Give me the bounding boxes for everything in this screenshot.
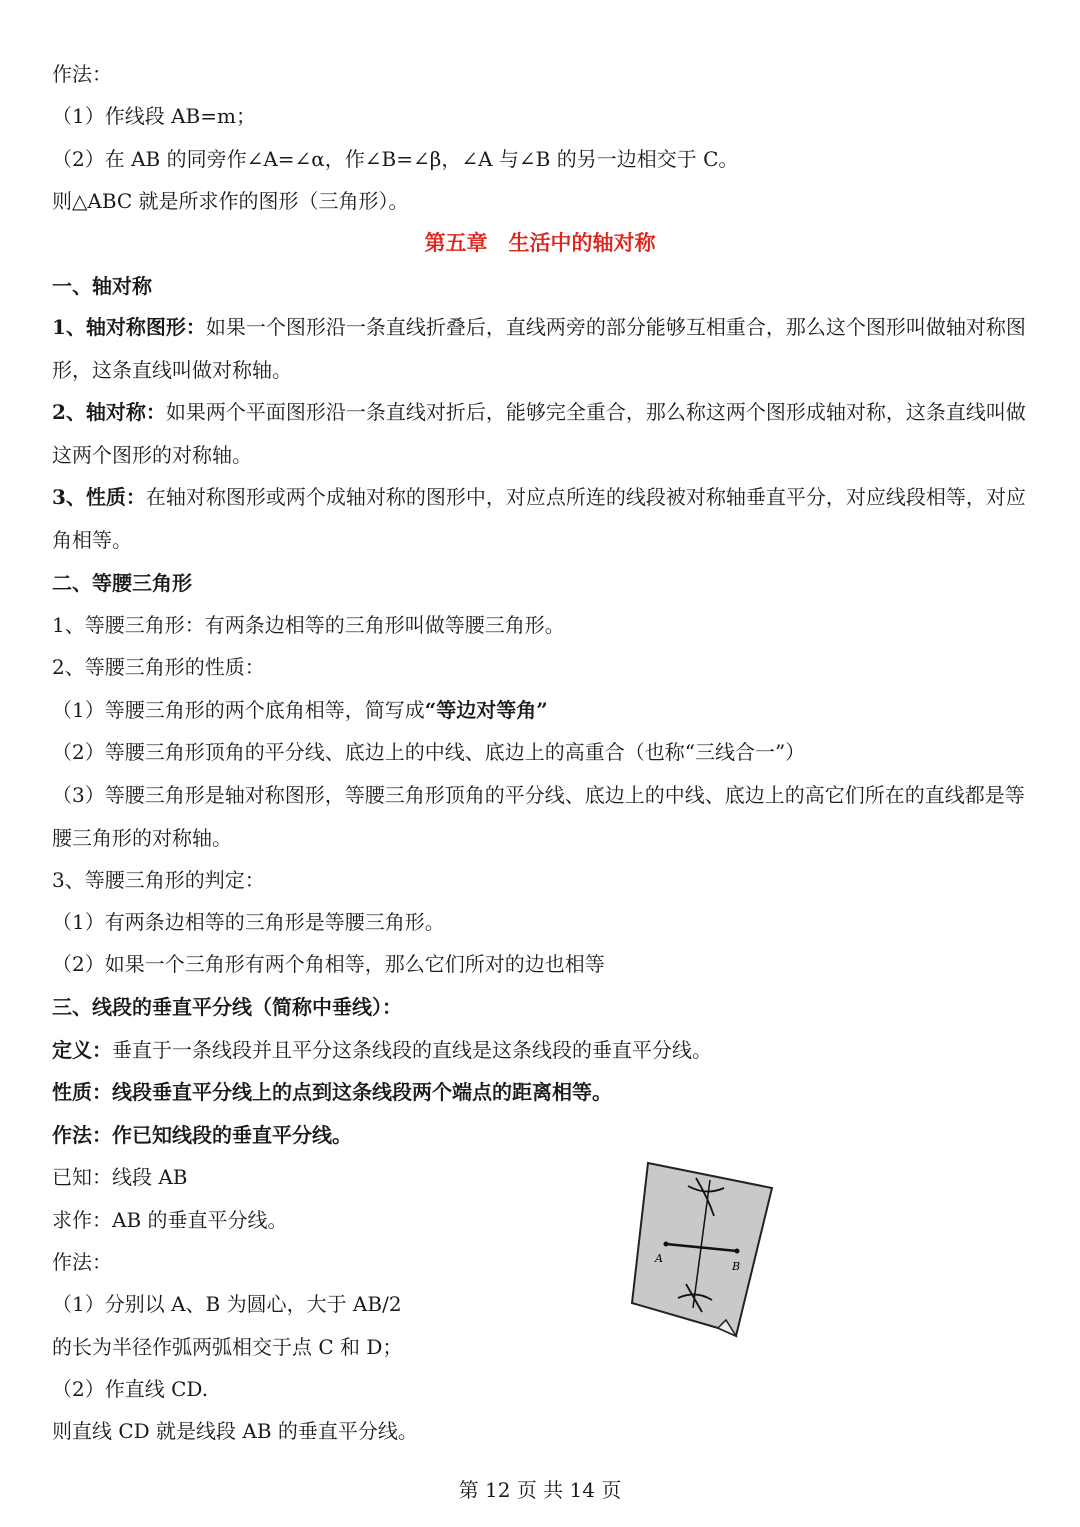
term-label: 3、性质： [52,485,146,509]
term-text: 垂直于一条线段并且平分这条线段的直线是这条线段的垂直平分线。 [112,1038,712,1062]
step-2: （2）在 AB 的同旁作∠A=∠α，作∠B=∠β，∠A 与∠B 的另一边相交于 C。 [52,147,739,171]
property: 性质：线段垂直平分线上的点到这条线段两个端点的距离相等。 [52,1080,612,1104]
term-label: 1、轴对称图形： [52,315,206,339]
section-heading-2: 二、等腰三角形 [52,571,192,595]
list-item: 3、等腰三角形的判定： [52,868,265,892]
term-text: 如果一个图形沿一条直线折叠后，直线两旁的部分能够互相重合，那么这个图形叫做轴对称图形，这条直线叫做对称轴。 [52,315,1026,382]
step-1: （1）作线段 AB=m； [52,104,256,128]
folded-paper-figure [626,1158,776,1338]
method-label: 作法： [52,62,112,86]
term-text: 如果两个平面图形沿一条直线对折后，能够完全重合，那么称这两个图形成轴对称，这条直线叫做这两个图形的对称轴。 [52,400,1026,467]
conclusion: 则△ABC 就是所求作的图形（三角形）。 [52,189,409,213]
term-label: 定义： [52,1038,112,1062]
method-title: 作法：作已知线段的垂直平分线。 [52,1123,352,1147]
step-2: （2）作直线 CD. [52,1377,209,1401]
step-1a: （1）分别以 A、B 为圆心，大于 AB/2 [52,1292,402,1316]
list-item: （2）如果一个三角形有两个角相等，那么它们所对的边也相等 [52,952,605,976]
conclusion: 则直线 CD 就是线段 AB 的垂直平分线。 [52,1419,418,1443]
list-item [52,696,548,724]
find: 求作：AB 的垂直平分线。 [52,1208,288,1232]
definition [52,1036,712,1064]
label-a: A [655,1252,663,1265]
item-emphasis: “等边对等角” [424,698,548,722]
paragraph-property [52,476,1032,562]
list-item: （2）等腰三角形顶角的平分线、底边上的中线、底边上的高重合（也称“三线合一”） [52,740,806,764]
term-text: 在轴对称图形或两个成轴对称的图形中，对应点所连的线段被对称轴垂直平分，对应线段相等，对应角相等。 [52,485,1026,552]
method-label: 作法： [52,1250,112,1274]
step-1b: 的长为半径作弧两弧相交于点 C 和 D； [52,1335,403,1359]
paragraph-axis-figure [52,306,1032,392]
item-text: （1）等腰三角形的两个底角相等，简写成 [52,698,425,722]
chapter-title: 第五章 生活中的轴对称 [424,230,656,255]
paragraph-axis-symmetry [52,391,1032,477]
term-label: 2、轴对称： [52,400,166,424]
list-item: 1、等腰三角形：有两条边相等的三角形叫做等腰三角形。 [52,613,565,637]
list-item: （1）有两条边相等的三角形是等腰三角形。 [52,910,445,934]
given: 已知：线段 AB [52,1165,188,1189]
list-item: 2、等腰三角形的性质： [52,655,265,679]
section-heading-3: 三、线段的垂直平分线（简称中垂线）： [52,995,402,1019]
list-item: （3）等腰三角形是轴对称图形，等腰三角形顶角的平分线、底边上的中线、底边上的高它们所在的直线都是等腰三角形的对称轴。 [52,783,1025,850]
label-b: B [732,1260,741,1273]
page-footer: 第 12 页 共 14 页 [458,1478,622,1502]
section-heading-1: 一、轴对称 [52,274,152,298]
